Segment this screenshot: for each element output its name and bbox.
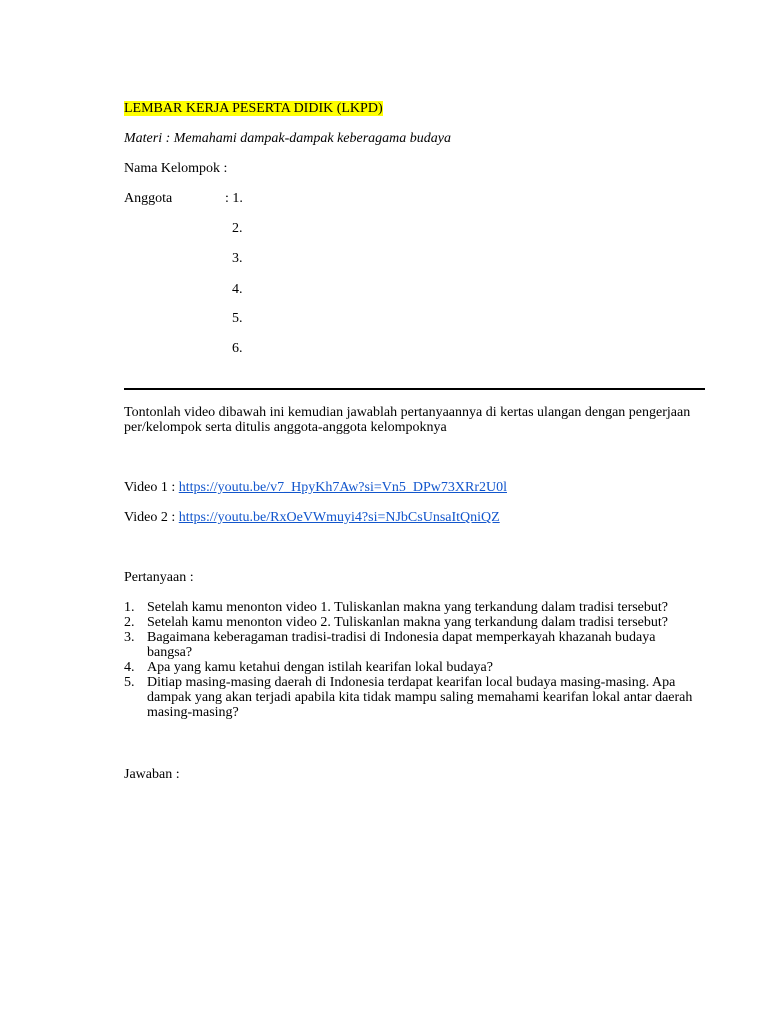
- anggota-item-2: 2.: [232, 221, 243, 236]
- title-highlight: LEMBAR KERJA PESERTA DIDIK (LKPD): [124, 101, 383, 116]
- question-text: Setelah kamu menonton video 2. Tuliskanlan makna yang terkandung dalam tradisi tersebut?: [147, 615, 669, 630]
- anggota-label: Anggota: [124, 191, 173, 206]
- question-list: [124, 600, 704, 720]
- list-item: [124, 675, 704, 720]
- materi-line: Materi : Memahami dampak-dampak keberagama budaya: [124, 131, 451, 146]
- list-item: [124, 600, 704, 615]
- anggota-item-5: 5.: [232, 311, 243, 326]
- question-number: 5.: [124, 675, 135, 690]
- anggota-item-3: 3.: [232, 251, 243, 266]
- document-title: [124, 101, 383, 117]
- nama-kelompok-label: Nama Kelompok :: [124, 161, 228, 176]
- video-1-line: [124, 480, 507, 496]
- video-2-link[interactable]: https://youtu.be/RxOeVWmuyi4?si=NJbCsUnsaItQniQZ: [178, 510, 500, 525]
- instruction-paragraph: Tontonlah video dibawah ini kemudian jawablah pertanyaannya di kertas ulangan dengan pengerjaan per/kelompok serta ditulis anggota-anggota kelompoknya: [124, 405, 691, 435]
- anggota-item-6: 6.: [232, 341, 243, 356]
- list-item: [124, 660, 704, 675]
- question-text: Ditiap masing-masing daerah di Indonesia terdapat kearifan local budaya masing-masing. Apa dampak yang akan terjadi apabila kita tidak mampu saling memahami kearifan lokal antar daerah masing-masing?: [147, 675, 693, 720]
- horizontal-divider: [124, 388, 705, 390]
- video-2-label: Video 2 :: [124, 510, 179, 525]
- question-number: 1.: [124, 600, 135, 615]
- video-2-line: [124, 510, 500, 526]
- question-number: 4.: [124, 660, 135, 675]
- video-1-link[interactable]: https://youtu.be/v7_HpyKh7Aw?si=Vn5_DPw73XRr2U0l: [178, 480, 507, 495]
- video-1-label: Video 1 :: [124, 480, 179, 495]
- question-number: 3.: [124, 630, 135, 645]
- pertanyaan-label: Pertanyaan :: [124, 570, 194, 585]
- question-text: Apa yang kamu ketahui dengan istilah kearifan lokal budaya?: [147, 660, 493, 675]
- list-item: [124, 630, 704, 660]
- question-text: Bagaimana keberagaman tradisi-tradisi di Indonesia dapat memperkayah khazanah budaya bangsa?: [147, 630, 656, 660]
- jawaban-label: Jawaban :: [124, 767, 180, 782]
- anggota-item-1: : 1.: [225, 191, 243, 206]
- question-text: Setelah kamu menonton video 1. Tuliskanlan makna yang terkandung dalam tradisi tersebut?: [147, 600, 669, 615]
- question-number: 2.: [124, 615, 135, 630]
- list-item: [124, 615, 704, 630]
- anggota-item-4: 4.: [232, 282, 243, 297]
